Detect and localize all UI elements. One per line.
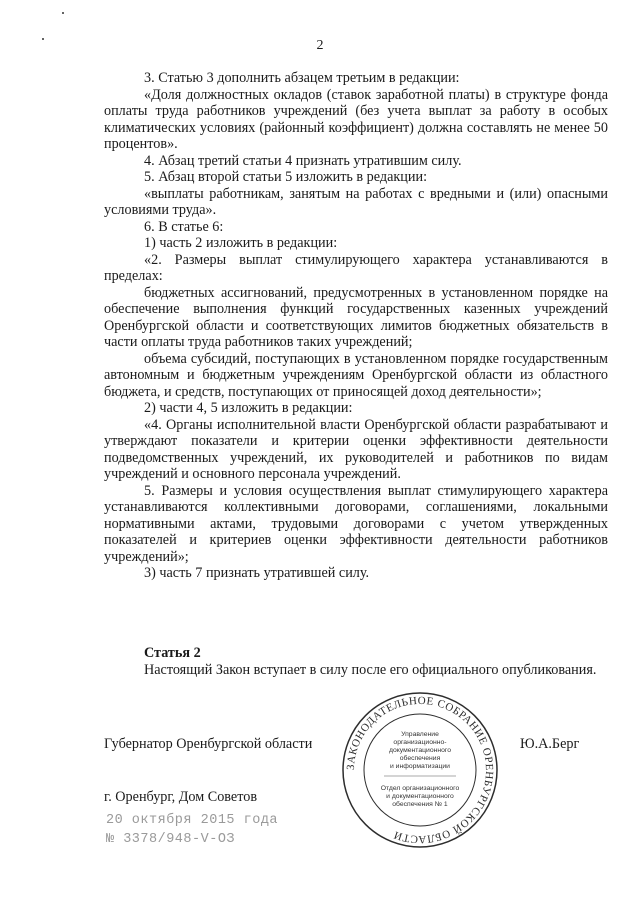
signature-name: Ю.А.Берг (520, 736, 580, 752)
seal-bottom-line: Отдел организационного (380, 785, 460, 792)
paragraph: «Доля должностных окладов (ставок заработной платы) в структуре фонда оплаты труда работников учреждений (без учета выплат за работу в особых климатических условиях (районный коэффициент) должна составлять не менее 50 процентов». (104, 86, 608, 152)
page-number: 2 (316, 38, 324, 53)
article-1-continuation (104, 70, 608, 582)
paragraph: объема субсидий, поступающих в установленном порядке государственным автономным и бюджетным учреждениям Оренбургской области из областного бюджета, и средств, поступающих от приносящей доход деятельности»; (104, 350, 608, 400)
scan-speck (62, 12, 64, 14)
paragraph: 6. В статье 6: (144, 218, 224, 235)
seal-bottom-line: обеспечения № 1 (392, 801, 448, 808)
seal-center-line: и информатизации (390, 763, 450, 770)
paragraph: «2. Размеры выплат стимулирующего характера устанавливаются в пределах: (104, 251, 608, 284)
stamp-number: № 3378/948-V-ОЗ (106, 832, 236, 847)
paragraph: 2) части 4, 5 изложить в редакции: (144, 400, 353, 416)
paragraph: 3) часть 7 признать утратившей силу. (144, 565, 370, 581)
seal-center-line: организационно- (393, 739, 447, 746)
article-2-text: Настоящий Закон вступает в силу после его официального опубликования. (144, 661, 597, 678)
paragraph: бюджетных ассигнований, предусмотренных в установленном порядке на обеспечение выполнения функций государственных казенных учреждений Оренбургской области и соответствующих лимитов бюджетных обязательств в части оплаты труда работников таких учреждений; (104, 284, 608, 350)
paragraph: «выплаты работникам, занятым на работах с вредными и (или) опасными условиями труда». (104, 185, 608, 218)
seal-center-line: документационного (388, 747, 452, 754)
paragraph: «4. Органы исполнительной власти Оренбургской области разрабатывают и утверждают показатели и критерии оценки эффективности деятельности подведомственных учреждений, их руководителей и работников по видам учреждений и основного персонала учреждений. (104, 416, 608, 482)
signature-title: Губернатор Оренбургской области (104, 736, 313, 752)
paragraph: 1) часть 2 изложить в редакции: (144, 235, 338, 251)
paragraph: 4. Абзац третий статьи 4 признать утратившим силу. (144, 152, 462, 169)
seal-bottom-line: и документационного (386, 793, 454, 800)
article-2-heading: Статья 2 (144, 645, 201, 661)
seal-center-line: Управление (401, 731, 439, 738)
seal-center-line: обеспечения (399, 755, 441, 762)
paragraph: 5. Абзац второй статьи 5 изложить в редакции: (144, 169, 428, 185)
place-of-signing: г. Оренбург, Дом Советов (104, 789, 258, 805)
seal-ring-text: ЗАКОНОДАТЕЛЬНОЕ СОБРАНИЕ ОРЕНБУРГСКОЙ ОБЛАСТИ (344, 694, 496, 846)
official-seal-icon (340, 690, 500, 850)
paragraph: 5. Размеры и условия осуществления выплат стимулирующего характера устанавливаются коллективными договорами, соглашениями, локальными нормативными актами, трудовыми договорами с учетом утвержденных показателей и критериев оценки эффективности деятельности работников учреждений»; (104, 482, 608, 565)
stamp-date: 20 октября 2015 года (106, 813, 279, 828)
paragraph: 3. Статью 3 дополнить абзацем третьим в редакции: (144, 70, 460, 86)
article-2 (104, 645, 608, 678)
